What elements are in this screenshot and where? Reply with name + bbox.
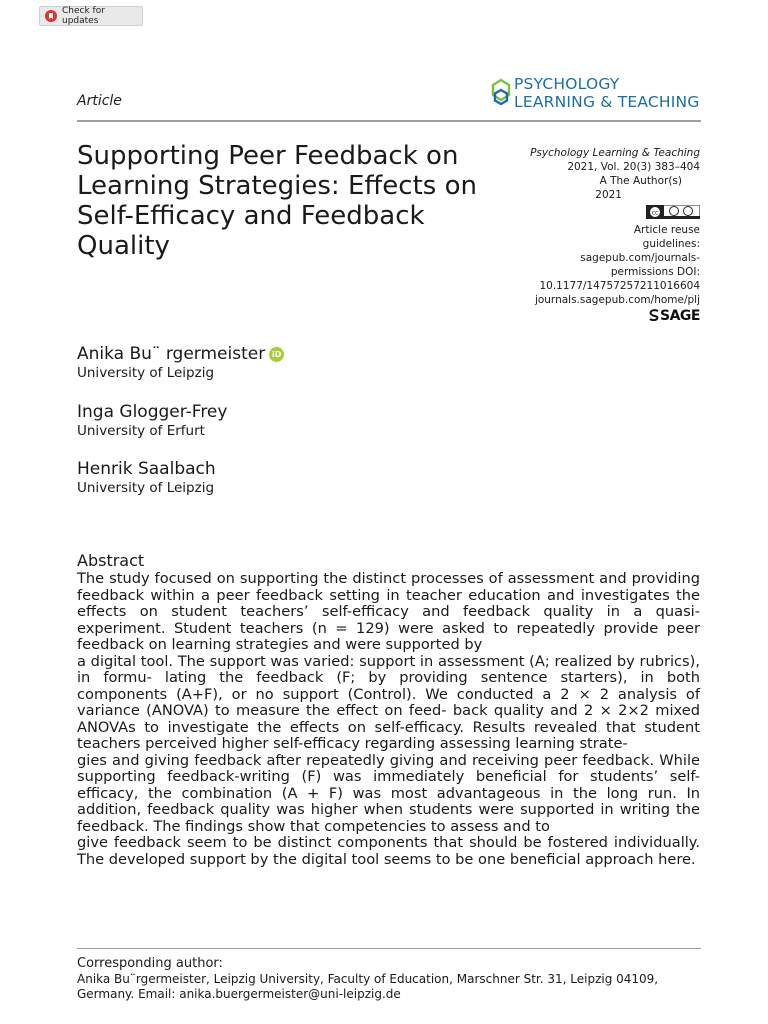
sage-logo-text: SAGE [660,308,700,324]
check-for-updates-button[interactable] [39,6,143,26]
sage-swirl-icon [648,309,660,321]
journal-logo-line2: LEARNING & TEACHING [514,93,700,111]
corresponding-author-email[interactable]: Germany. Email: anika.buergermeister@uni-leipzig.de [77,987,401,1001]
abstract-paragraph: a digital tool. The support was varied: support in assessment (A; realized by rubrics), in formu- lating the feedback (F; by providing sentence starters), in both components (A+F), or no support (Control). We conducted a 2 × 2 analysis of variance (ANOVA) to measure the effect on feed- back quality and 2 × 2×2 mixed ANOVAs to investigate the effects on self-efficacy. Results revealed that student teachers perceived higher self-efficacy regarding assessing learning strate- [77,652,700,752]
author-1 [77,343,284,382]
reuse-line-4: permissions DOI: [610,266,700,278]
corresponding-author-address: Anika Bu¨rgermeister, Leipzig University, Faculty of Education, Marschner Str. 31, Leipzig 04109, [77,972,659,986]
bookmark-icon [45,10,57,22]
abstract-paragraph: gies and giving feedback after repeatedly giving and receiving peer feedback. While supporting feedback-writing (F) was immediately beneficial for students’ self- efficacy, the combination (A + F) was most advantageous in the long run. In addition, feedback quality was higher when students were supported in writing the feedback. The findings show that competencies to assess and to [77,751,700,835]
reuse-line-2: guidelines: [642,238,700,250]
svg-text:cc: cc [651,209,659,217]
abstract-heading: Abstract [77,551,145,570]
abstract-paragraph: give feedback seem to be distinct components that should be fostered individually. The developed support by the digital tool seems to be one beneficial approach here. [77,834,700,868]
article-type-label: Article [77,93,122,109]
reuse-line-1: Article reuse [633,224,700,236]
copyright-year: 2021 [595,189,622,201]
journal-home-link[interactable]: journals.sagepub.com/home/plj [534,294,700,306]
check-for-updates-label: Check for updates [62,6,105,26]
reuse-line-3[interactable]: sagepub.com/journals- [580,252,700,264]
author-2 [77,401,227,440]
footer-divider [77,948,701,949]
abstract-body [77,571,700,868]
journal-logo[interactable] [490,74,702,114]
abstract-paragraph: The study focused on supporting the distinct processes of assessment and providing feedback within a peer feedback setting in teacher education and investigates the effects on student teachers’ self-efficacy and feedback quality in a quasi-experiment. Student teachers (n = 129) were asked to repeatedly provide peer feedback on learning strategies and were supported by [77,570,700,653]
author-affiliation: University of Erfurt [77,423,205,439]
copyright: A The Author(s) [599,175,682,187]
paper-title: Supporting Peer Feedback on Learning Strategies: Effects on Self-Efficacy and Feedback Quality [77,141,477,261]
author-3 [77,458,216,497]
citation: 2021, Vol. 20(3) 383–404 [567,161,700,173]
orcid-icon[interactable]: iD [269,347,284,362]
corresponding-author-heading: Corresponding author: [77,956,223,971]
publication-info [500,146,700,324]
journal-logo-line1: PSYCHOLOGY [514,75,620,93]
author-affiliation: University of Leipzig [77,365,215,381]
journal-hexagon-icon [490,78,512,110]
author-name: Anika Bu¨ rgermeister iD [77,343,284,365]
doi-link[interactable]: 10.1177/14757257211016604 [539,280,700,292]
author-affiliation: University of Leipzig [77,480,215,496]
cc-by-nc-icon[interactable] [646,205,700,219]
author-name: Inga Glogger-Frey [77,402,228,422]
author-name: Henrik Saalbach [77,459,216,479]
sage-logo [648,309,700,323]
corresponding-author [77,956,701,1002]
journal-name: Psychology Learning & Teaching [530,147,700,159]
header-divider [77,120,701,122]
